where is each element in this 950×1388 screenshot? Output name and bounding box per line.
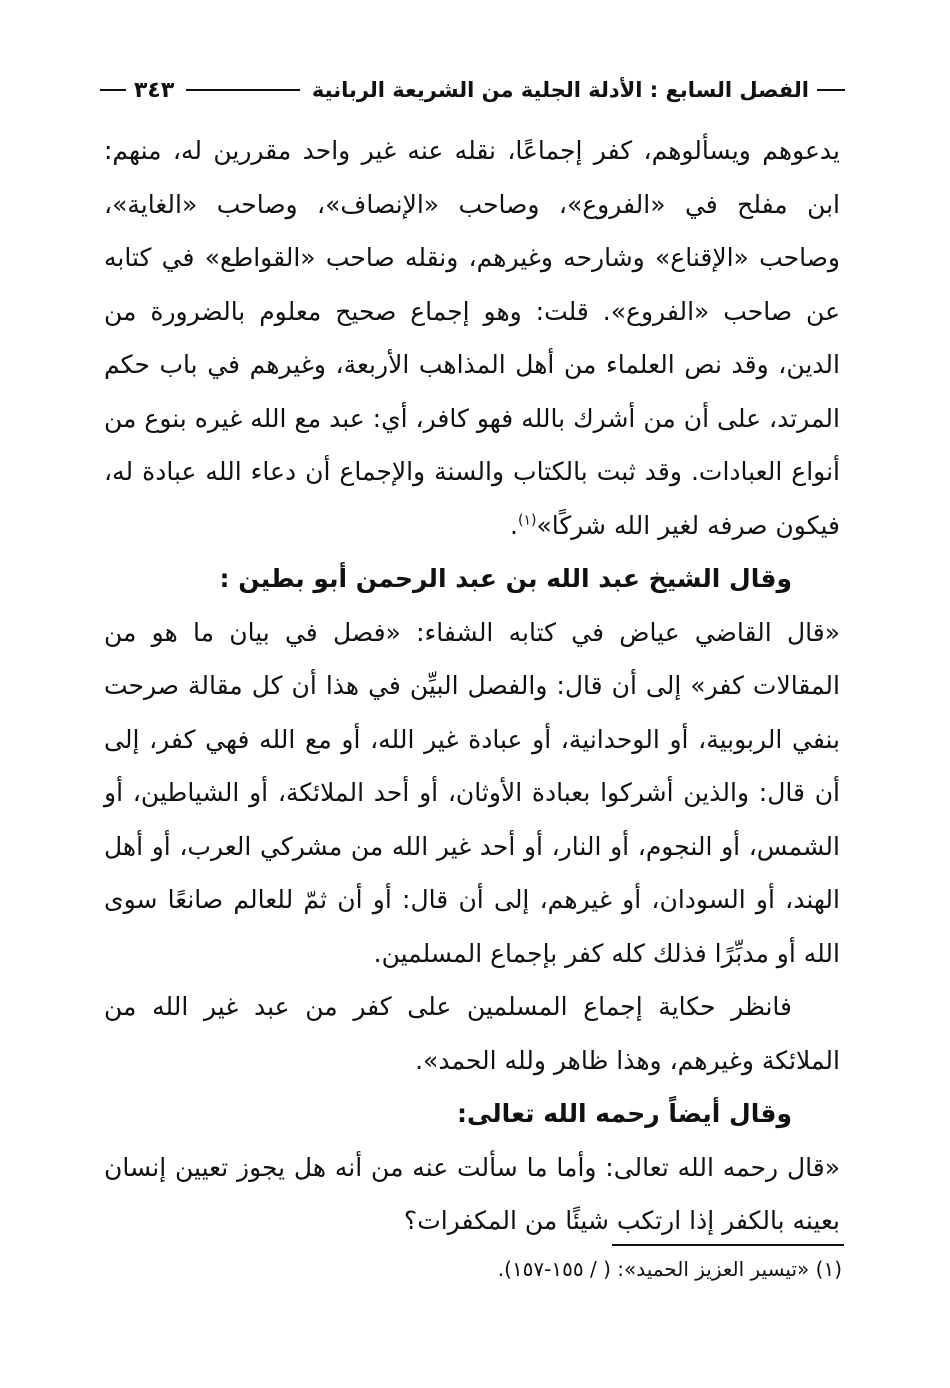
section-heading: وقال الشيخ عبد الله بن عبد الرحمن أبو بطين : [219, 564, 792, 593]
paragraph [104, 124, 840, 552]
main-text [104, 124, 840, 1248]
header-trailing-dash [100, 89, 126, 91]
page-number: ٣٤٣ [134, 77, 175, 103]
paragraph: «قال القاضي عياض في كتابه الشفاء: «فصل في بيان ما هو من المقالات كفر» إلى أن قال: والفصل البيِّن في هذا أن كل مقالة صرحت بنفي الربوبية، أو الوحدانية، أو عبادة غير الله، أو مع الله فهي كفر، إلى أن قال: والذين أشركوا بعبادة الأوثان، أو أحد الملائكة، أو الشياطين، أو الشمس، أو النجوم، أو النار، أو أحد غير الله من مشركي العرب، أو أهل الهند، أو السودان، أو غيرهم، إلى أن قال: أو أن ثمّ للعالم صانعًا سوى الله أو مدبِّرًا فذلك كله كفر بإجماع المسلمين. [104, 617, 840, 968]
paragraph: «قال رحمه الله تعالى: وأما ما سألت عنه من أنه هل يجوز تعيين إنسان بعينه بالكفر إذا ارتكب شيئًا من المكفرات؟ [104, 1152, 840, 1235]
header-leading-dash [817, 89, 845, 91]
header-rule [186, 89, 300, 91]
footnote: (١) «تيسير العزيز الحميد»: ( / ١٥٥-١٥٧). [497, 1257, 842, 1281]
paragraph-end: . [510, 510, 518, 540]
footnote-separator [612, 1244, 844, 1246]
paragraph: فانظر حكاية إجماع المسلمين على كفر من عبد غير الله من الملائكة وغيرهم، وهذا ظاهر ولله الحمد». [104, 992, 840, 1075]
paragraph-text: يدعوهم ويسألوهم، كفر إجماعًا، نقله عنه غير واحد مقررين له، منهم: ابن مفلح في «الفروع»، وصاحب «الإنصاف»، وصاحب «الغاية»، وصاحب «الإقناع» وشارحه وغيرهم، ونقله صاحب «القواطع» في كتابه عن صاحب «الفروع». قلت: وهو إجماع صحيح معلوم بالضرورة من الدين، وقد نص العلماء من أهل المذاهب الأربعة، وغيرهم في باب حكم المرتد، على أن من أشرك بالله فهو كافر، أي: عبد مع الله غيره بنوع من أنواع العبادات. وقد ثبت بالكتاب والسنة والإجماع أن دعاء الله عبادة له، فيكون صرفه لغير الله شركًا» [104, 136, 840, 540]
chapter-title: الفصل السابع : الأدلة الجلية من الشريعة الربانية [311, 78, 809, 102]
section-heading: وقال أيضاً رحمه الله تعالى: [457, 1099, 792, 1128]
footnote-marker: (١) [517, 512, 537, 529]
running-header [100, 72, 845, 108]
